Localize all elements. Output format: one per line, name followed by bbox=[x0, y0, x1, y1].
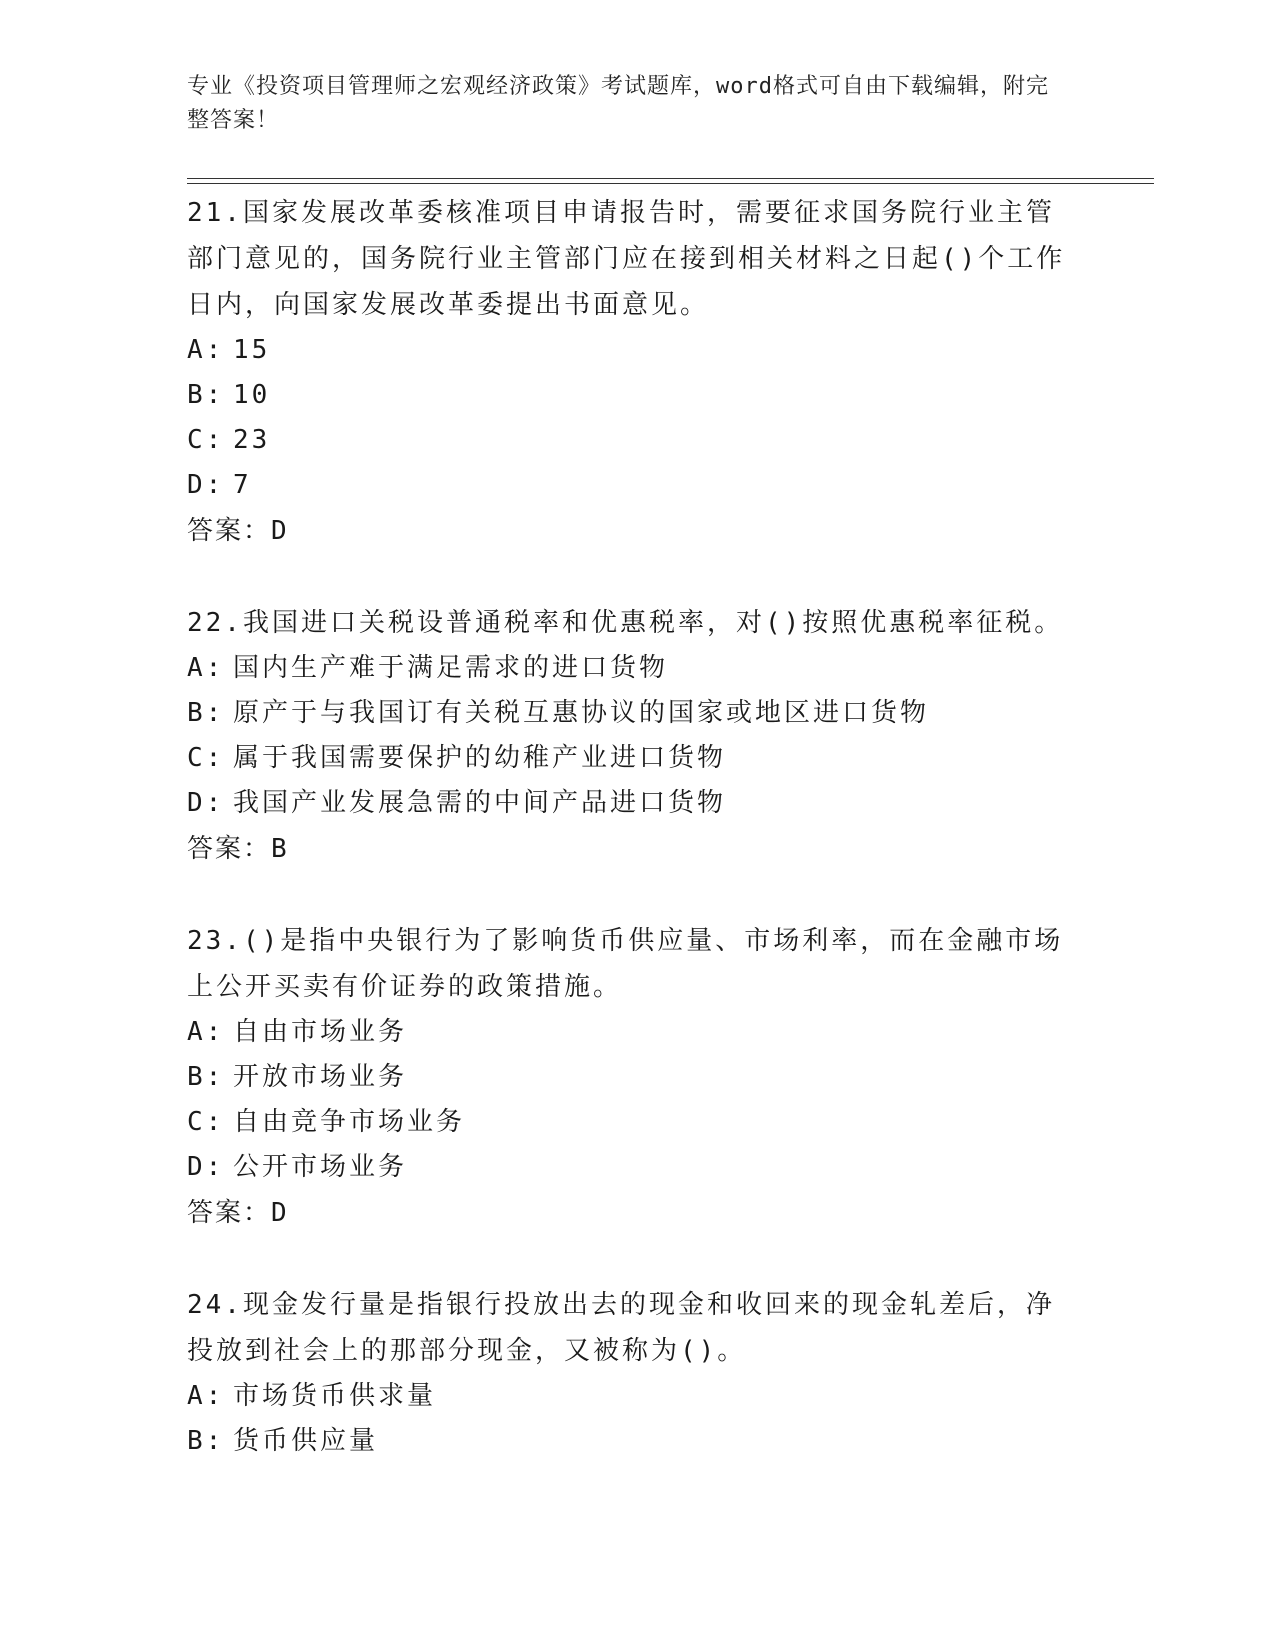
option-b bbox=[187, 1419, 1087, 1464]
option-a bbox=[187, 1010, 1087, 1055]
option-text: 15 bbox=[233, 335, 271, 365]
option-text: 自由市场业务 bbox=[233, 1017, 408, 1047]
option-letter: C: bbox=[187, 743, 225, 773]
option-text: 自由竞争市场业务 bbox=[233, 1107, 466, 1137]
option-letter: D: bbox=[187, 1152, 225, 1182]
question-spacer bbox=[187, 872, 1087, 918]
option-a bbox=[187, 1374, 1087, 1419]
header-divider-top bbox=[187, 178, 1154, 179]
option-letter: A: bbox=[187, 1381, 225, 1411]
option-letter: B: bbox=[187, 698, 225, 728]
option-text: 原产于与我国订有关税互惠协议的国家或地区进口货物 bbox=[233, 698, 930, 728]
question-stem: 23.()是指中央银行为了影响货币供应量、市场利率，而在金融市场上公开买卖有价证券的政策措施。 bbox=[187, 926, 1064, 1002]
option-text: 国内生产难于满足需求的进口货物 bbox=[233, 653, 669, 683]
option-text: 属于我国需要保护的幼稚产业进口货物 bbox=[233, 743, 727, 773]
option-letter: D: bbox=[187, 788, 225, 818]
question-22 bbox=[187, 600, 1087, 872]
option-letter: B: bbox=[187, 1062, 225, 1092]
option-b bbox=[187, 1055, 1087, 1100]
option-c bbox=[187, 418, 1087, 463]
option-text: 公开市场业务 bbox=[233, 1152, 408, 1182]
question-spacer bbox=[187, 554, 1087, 600]
option-text: 7 bbox=[233, 470, 252, 500]
question-spacer bbox=[187, 1236, 1087, 1282]
option-letter: D: bbox=[187, 470, 225, 500]
document-header: 专业《投资项目管理师之宏观经济政策》考试题库，word格式可自由下载编辑，附完整答案！ bbox=[187, 74, 1049, 133]
option-d bbox=[187, 1145, 1087, 1190]
option-letter: A: bbox=[187, 1017, 225, 1047]
option-b bbox=[187, 691, 1087, 736]
option-text: 10 bbox=[233, 380, 271, 410]
option-a bbox=[187, 328, 1087, 373]
answer-label: 答案：B bbox=[187, 834, 289, 864]
option-text: 我国产业发展急需的中间产品进口货物 bbox=[233, 788, 727, 818]
option-a bbox=[187, 646, 1087, 691]
option-d bbox=[187, 463, 1087, 508]
answer-label: 答案：D bbox=[187, 516, 289, 546]
option-b bbox=[187, 373, 1087, 418]
question-list bbox=[187, 190, 1087, 1464]
option-letter: A: bbox=[187, 653, 225, 683]
header-divider-bottom bbox=[187, 183, 1154, 184]
answer-label: 答案：D bbox=[187, 1198, 289, 1228]
question-21 bbox=[187, 190, 1087, 554]
option-c bbox=[187, 1100, 1087, 1145]
option-c bbox=[187, 736, 1087, 781]
option-letter: B: bbox=[187, 1426, 225, 1456]
option-d bbox=[187, 781, 1087, 826]
question-stem: 21.国家发展改革委核准项目申请报告时，需要征求国务院行业主管部门意见的，国务院行业主管部门应在接到相关材料之日起()个工作日内，向国家发展改革委提出书面意见。 bbox=[187, 198, 1066, 320]
option-letter: A: bbox=[187, 335, 225, 365]
option-letter: B: bbox=[187, 380, 225, 410]
option-text: 货币供应量 bbox=[233, 1426, 379, 1456]
option-letter: C: bbox=[187, 425, 225, 455]
question-stem: 24.现金发行量是指银行投放出去的现金和收回来的现金轧差后，净投放到社会上的那部分现金，又被称为()。 bbox=[187, 1290, 1055, 1366]
option-text: 23 bbox=[233, 425, 271, 455]
option-text: 市场货币供求量 bbox=[233, 1381, 437, 1411]
option-text: 开放市场业务 bbox=[233, 1062, 408, 1092]
question-24 bbox=[187, 1282, 1087, 1464]
question-23 bbox=[187, 918, 1087, 1236]
option-letter: C: bbox=[187, 1107, 225, 1137]
question-stem: 22.我国进口关税设普通税率和优惠税率，对()按照优惠税率征税。 bbox=[187, 608, 1064, 638]
